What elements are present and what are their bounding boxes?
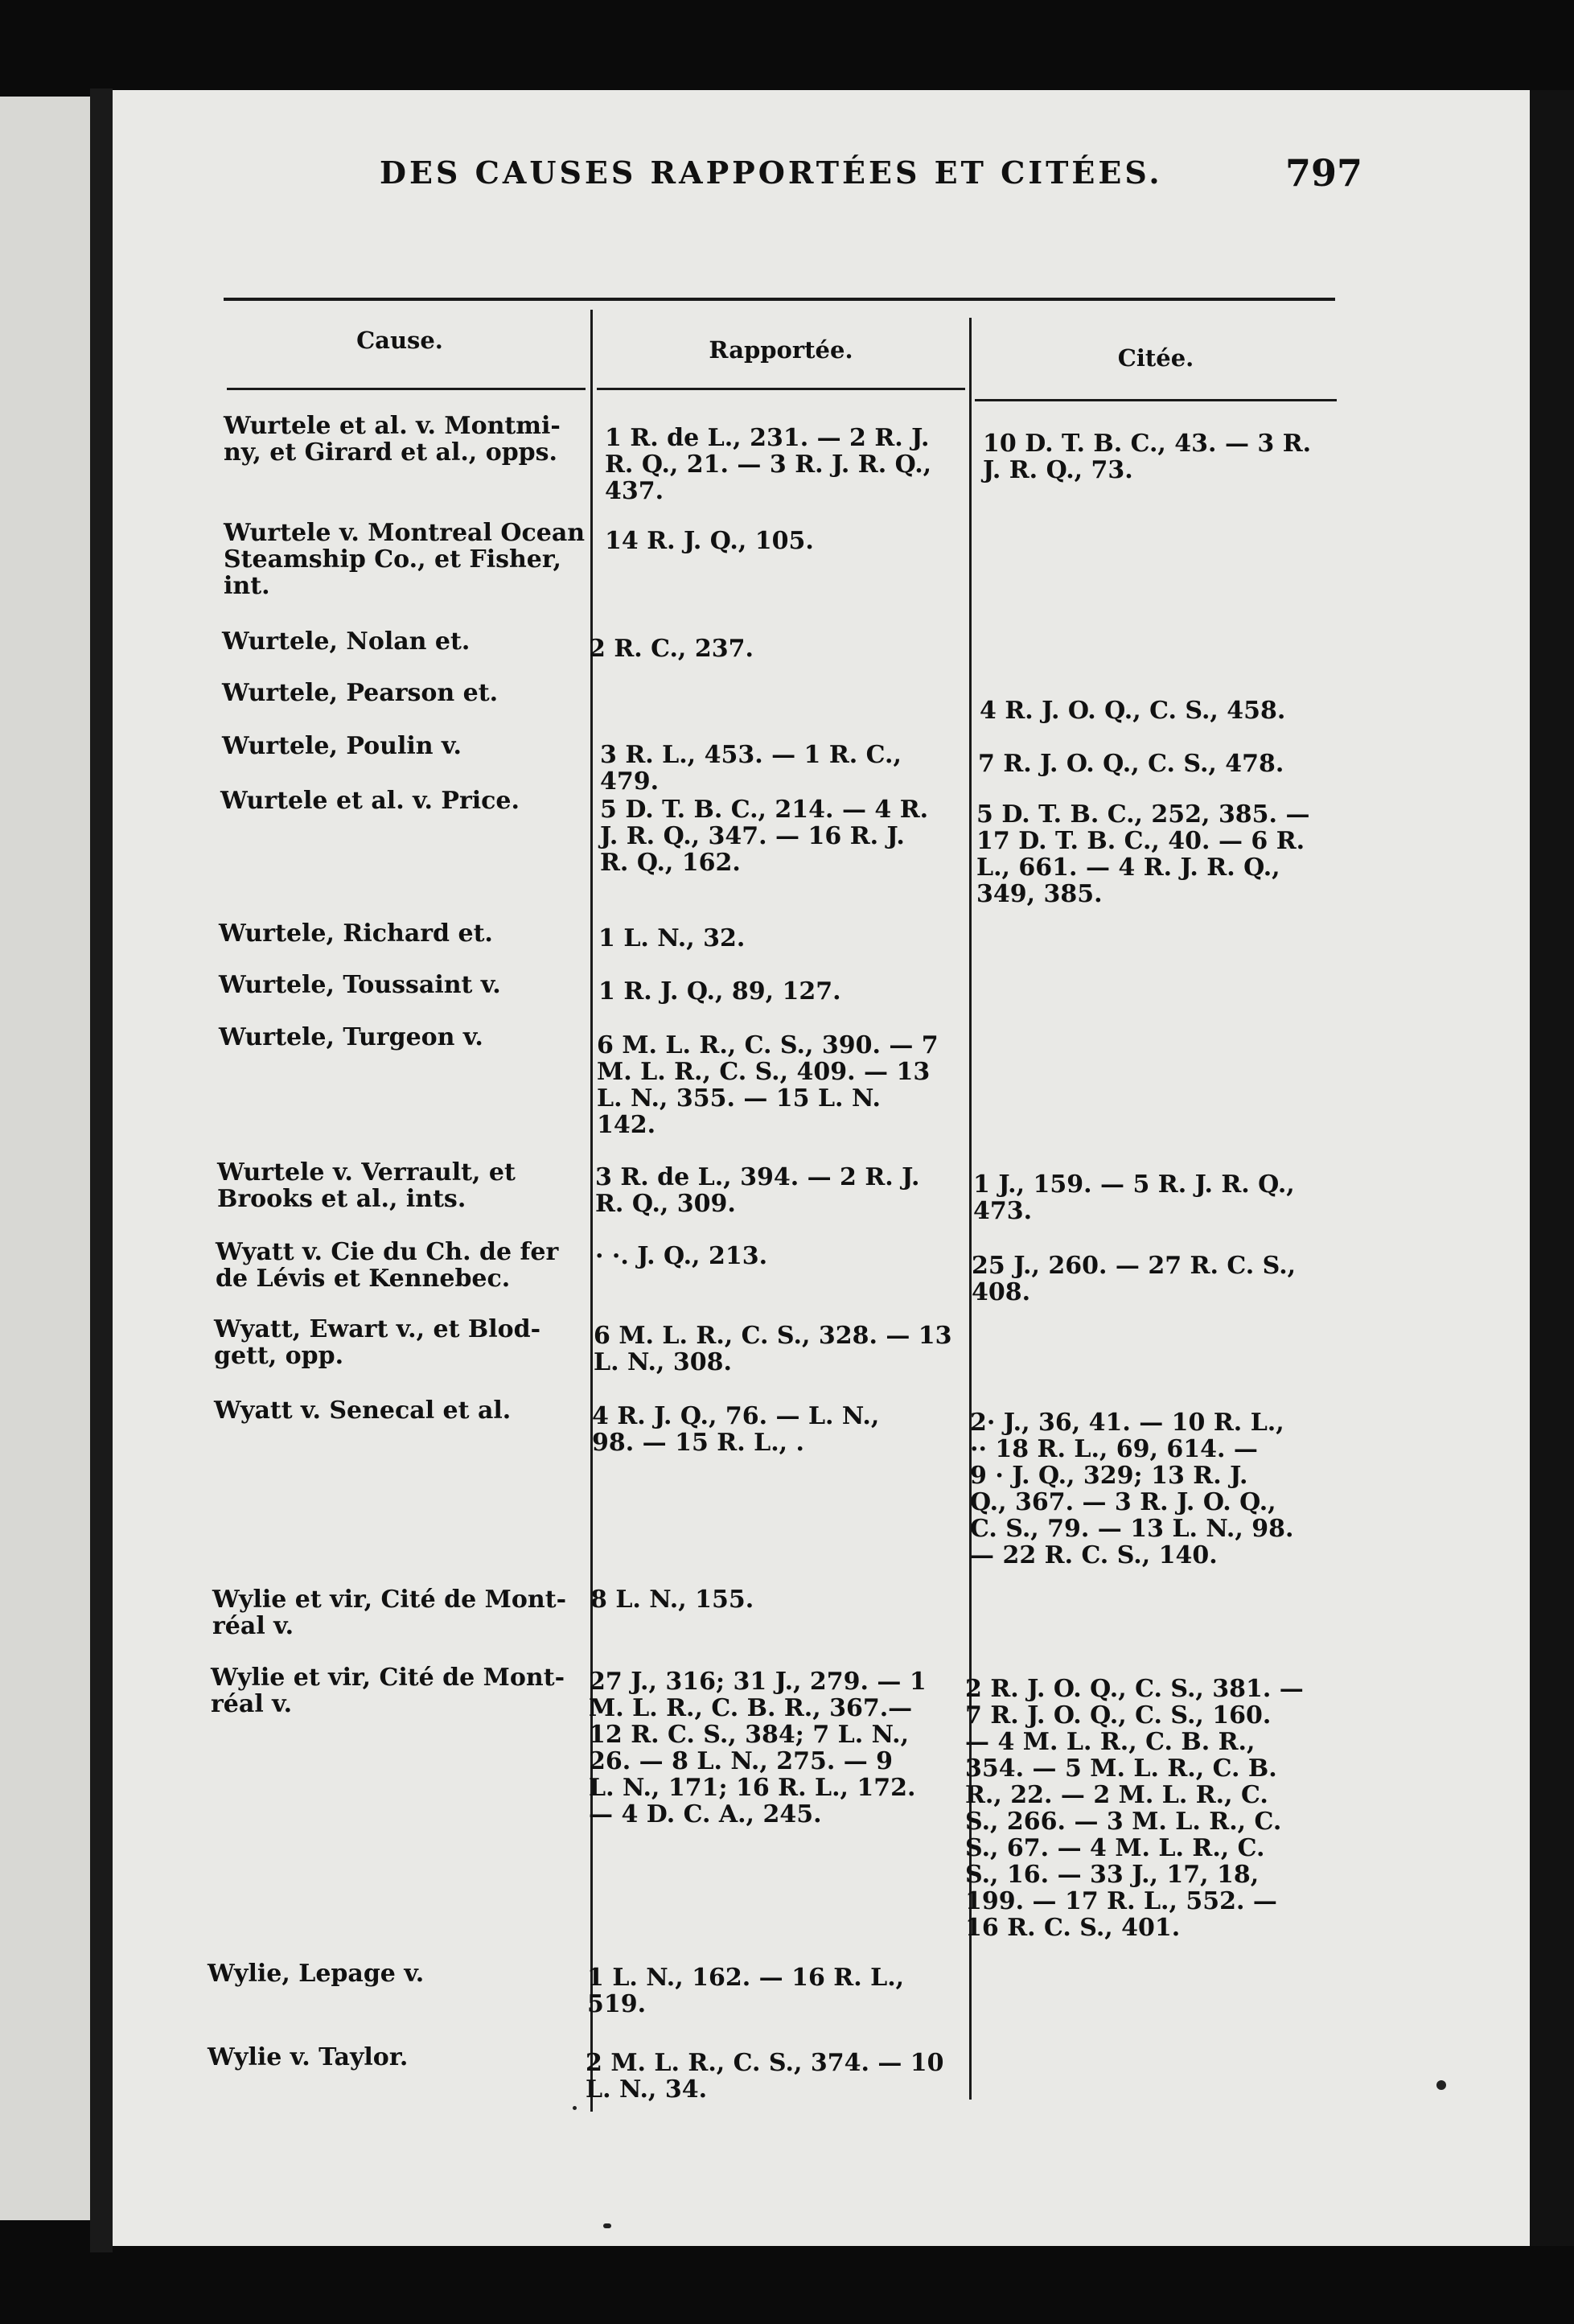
facing-page-edge: [0, 97, 92, 2220]
cause-cell: Wyatt v. Cie du Ch. de fer de Lévis et Kennebec.: [216, 1238, 559, 1293]
rapportee-cell: 27 J., 316; 31 J., 279. — 1 M. L. R., C. B. R., 367.— 12 R. C. S., 384; 7 L. N., 26. — 8 L. N., 275. — 9 L. N., 171; 16 R. L., 172. — 4 D. C. A., 245.: [589, 1668, 927, 1828]
scan-border: [1530, 90, 1574, 2246]
rapportee-cell: 6 M. L. R., C. S., 328. — 13 L. N., 308.: [594, 1322, 952, 1376]
citee-cell: 1 J., 159. — 5 R. J. R. Q., 473.: [973, 1170, 1295, 1225]
cause-head-rule: [227, 388, 586, 390]
cause-cell: Wurtele, Turgeon v.: [219, 1023, 483, 1051]
rapportee-cell: 1 L. N., 162. — 16 R. L., 519.: [587, 1964, 905, 2018]
citee-cell: 4 R. J. O. Q., C. S., 458.: [980, 697, 1286, 725]
cause-cell: Wurtele v. Montreal Ocean Steamship Co., et Fisher, int.: [224, 519, 586, 600]
rapportee-cell: 8 L. N., 155.: [590, 1586, 754, 1614]
cause-cell: Wylie et vir, Cité de Mont- réal v.: [212, 1586, 567, 1640]
citee-cell: 7 R. J. O. Q., C. S., 478.: [978, 750, 1284, 778]
rapportee-cell: 14 R. J. Q., 105.: [605, 527, 814, 555]
rapportee-cell: 5 D. T. B. C., 214. — 4 R. J. R. Q., 347. — 16 R. J. R. Q., 162.: [600, 796, 929, 877]
cause-cell: Wurtele v. Verrault, et Brooks et al., ints.: [217, 1158, 516, 1213]
rapportee-cell: 1 R. de L., 231. — 2 R. J. R. Q., 21. — 3 R. J. R. Q., 437.: [605, 424, 932, 505]
cause-cell: Wylie, Lepage v.: [208, 1960, 425, 1988]
citee-cell: 2· J., 36, 41. — 10 R. L., ·· 18 R. L., 69, 614. — 9 · J. Q., 329; 13 R. J. Q., 367. — 3 R. J. O. Q., C. S., 79. — 13 L. N., 98. — 22 R. C. S., 140.: [970, 1409, 1294, 1569]
citee-head-rule: [975, 399, 1337, 401]
rapportee-cell: 3 R. L., 453. — 1 R. C., 479.: [600, 741, 902, 796]
cause-cell: Wurtele, Toussaint v.: [219, 971, 501, 999]
citee-cell: 10 D. T. B. C., 43. — 3 R. J. R. Q., 73.: [983, 430, 1312, 484]
cause-cell: Wylie et vir, Cité de Mont- réal v.: [211, 1664, 565, 1718]
rapportee-cell: 3 R. de L., 394. — 2 R. J. R. Q., 309.: [595, 1163, 920, 1218]
cause-cell: Wurtele et al. v. Price.: [220, 787, 520, 815]
cause-cell: Wurtele et al. v. Montmi- ny, et Girard et al., opps.: [224, 412, 561, 467]
rapportee-cell: 4 R. J. Q., 76. — L. N., 98. — 15 R. L., .: [592, 1402, 880, 1457]
rapportee-cell: 2 M. L. R., C. S., 374. — 10 L. N., 34.: [586, 2049, 944, 2104]
cause-cell: Wylie v. Taylor.: [208, 2043, 409, 2071]
cause-cell: Wyatt, Ewart v., et Blod- gett, opp.: [214, 1315, 541, 1370]
ink-speck: [603, 2223, 611, 2228]
cause-cell: Wurtele, Poulin v.: [222, 732, 462, 760]
rapportee-cell: · ·. J. Q., 213.: [595, 1242, 768, 1270]
rapportee-cell: 6 M. L. R., C. S., 390. — 7 M. L. R., C. S., 409. — 13 L. N., 355. — 15 L. N. 142.: [597, 1031, 939, 1139]
cause-cell: Wurtele, Nolan et.: [222, 627, 471, 656]
column-header-rapportee: Rapportée.: [709, 336, 853, 364]
ink-speck: [1436, 2080, 1446, 2090]
cause-cell: Wurtele, Richard et.: [219, 919, 493, 948]
header-rule: [224, 298, 1335, 301]
column-divider-left: [590, 310, 593, 2112]
citee-cell: 2 R. J. O. Q., C. S., 381. — 7 R. J. O. Q., C. S., 160. — 4 M. L. R., C. B. R., 354. — 5 M. L. R., C. B. R., 22. — 2 M. L. R., C. S., 266. — 3 M. L. R., C. S., 67. — 4 M. L. R., C. S., 16. — 33 J., 17, 18, 199. — 17 R. L., 552. — 16 R. C. S., 401.: [965, 1675, 1304, 1942]
column-header-citee: Citée.: [1117, 344, 1194, 372]
page-number: 797: [1285, 151, 1363, 195]
rapportee-cell: 1 R. J. Q., 89, 127.: [598, 977, 841, 1006]
cause-cell: Wyatt v. Senecal et al.: [214, 1396, 512, 1425]
running-head: DES CAUSES RAPPORTÉES ET CITÉES.: [380, 154, 1163, 191]
rapportee-head-rule: [597, 388, 965, 390]
ink-speck: [573, 2106, 577, 2110]
citee-cell: 25 J., 260. — 27 R. C. S., 408.: [972, 1252, 1297, 1306]
book-gutter: [90, 88, 113, 2252]
column-header-cause: Cause.: [356, 327, 443, 354]
rapportee-cell: 1 L. N., 32.: [598, 924, 746, 952]
citee-cell: 5 D. T. B. C., 252, 385. — 17 D. T. B. C., 40. — 6 R. L., 661. — 4 R. J. R. Q., 349, 385.: [976, 800, 1310, 908]
rapportee-cell: 2 R. C., 237.: [589, 635, 754, 663]
cause-cell: Wurtele, Pearson et.: [222, 679, 499, 707]
